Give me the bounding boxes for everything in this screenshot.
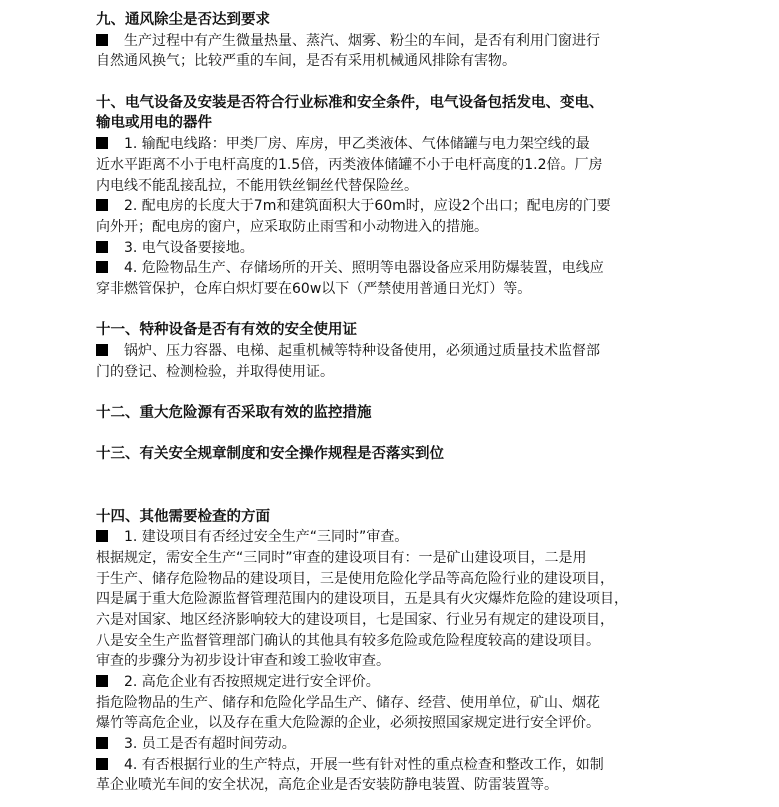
section-14-para-1-line-3: 四是属于重大危险源监督管理范围内的建设项目，五是具有火灾爆炸危险的建设项目， bbox=[96, 591, 628, 608]
section-14-bullet-4-line-1: 4. 有否根据行业的生产特点，开展一些有针对性的重点检查和整改工作，如制 bbox=[96, 755, 696, 776]
section-10-bullet-1-line-1: 1. 输配电线路：甲类厂房、库房，甲乙类液体、气体储罐与电力架空线的最 bbox=[96, 134, 696, 155]
section-9-title: 九、通风除尘是否达到要求 bbox=[96, 12, 270, 28]
bullet-square-icon bbox=[96, 344, 108, 356]
bullet-square-icon bbox=[96, 675, 108, 687]
section-10-bullet-4-line-2: 穿非燃管保护，仓库白炽灯要在60w以下（严禁使用普通日光灯）等。 bbox=[96, 280, 532, 297]
section-11-bullet-1-line-2: 门的登记、检测检验，并取得使用证。 bbox=[96, 363, 334, 380]
section-10-bullet-2-line-1: 2. 配电房的长度大于7m和建筑面积大于60m时，应设2个出口；配电房的门要 bbox=[96, 196, 696, 217]
section-11-title: 十一、特种设备是否有有效的安全使用证 bbox=[96, 322, 357, 339]
bullet-square-icon bbox=[96, 261, 108, 273]
bullet-square-icon bbox=[96, 34, 108, 46]
section-14-para-1-line-6: 审查的步骤分为初步设计审查和竣工验收审查。 bbox=[96, 653, 390, 670]
section-10-bullet-1-line-3: 内电线不能乱接乱拉，不能用铁丝铜丝代替保险丝。 bbox=[96, 177, 418, 194]
section-14-title: 十四、其他需要检查的方面 bbox=[96, 508, 270, 525]
section-14-para-1-line-4: 六是对国家、地区经济影响较大的建设项目，七是国家、行业另有规定的建设项目， bbox=[96, 611, 614, 628]
bullet-square-icon bbox=[96, 137, 108, 149]
section-10-bullet-1-line-2: 近水平距离不小于电杆高度的1.5倍，丙类液体储罐不小于电杆高度的1.2倍。厂房 bbox=[96, 156, 603, 173]
section-10-bullet-4-line-1: 4. 危险物品生产、存储场所的开关、照明等电器设备应采用防爆装置，电线应 bbox=[96, 258, 696, 279]
section-14-para-2-line-1: 指危险物品的生产、储存和危险化学品生产、储存、经营、使用单位，矿山、烟花 bbox=[96, 694, 600, 711]
bullet-square-icon bbox=[96, 530, 108, 542]
section-14-bullet-1: 1. 建设项目有否经过安全生产“三同时”审查。 bbox=[96, 527, 696, 548]
section-10-bullet-3: 3. 电气设备要接地。 bbox=[96, 238, 696, 259]
section-13-title: 十三、有关安全规章制度和安全操作规程是否落实到位 bbox=[96, 446, 444, 463]
section-14-bullet-2: 2. 高危企业有否按照规定进行安全评价。 bbox=[96, 672, 696, 693]
section-10-bullet-2-line-2: 向外开；配电房的窗户，应采取防止雨雪和小动物进入的措施。 bbox=[96, 218, 488, 235]
section-10-title-line-2: 输电或用电的器件 bbox=[96, 115, 212, 132]
section-9-bullet-1-line-2: 自然通风换气；比较严重的车间，是否有采用机械通风排除有害物。 bbox=[96, 53, 516, 70]
section-11-bullet-1-line-1: 锅炉、压力容器、电梯、起重机械等特种设备使用，必须通过质量技术监督部 bbox=[96, 341, 696, 362]
section-14-para-1-line-1: 根据规定，需安全生产“三同时”审查的建设项目有：一是矿山建设项目，二是用 bbox=[96, 549, 587, 566]
section-14-para-1-line-5: 八是安全生产监督管理部门确认的其他具有较多危险或危险程度较高的建设项目。 bbox=[96, 632, 600, 649]
bullet-square-icon bbox=[96, 241, 108, 253]
bullet-square-icon bbox=[96, 758, 108, 770]
bullet-square-icon bbox=[96, 737, 108, 749]
section-10-title-line-1: 十、电气设备及安装是否符合行业标准和安全条件，电气设备包括发电、变电、 bbox=[96, 94, 604, 111]
section-9-bullet-1-line-1: 生产过程中有产生微量热量、蒸汽、烟雾、粉尘的车间，是否有利用门窗进行 bbox=[96, 31, 696, 52]
section-14-bullet-4-line-2: 革企业喷光车间的安全状况，高危企业是否安装防静电装置、防雷装置等。 bbox=[96, 777, 558, 794]
section-12-title: 十二、重大危险源有否采取有效的监控措施 bbox=[96, 405, 372, 422]
section-14-para-2-line-2: 爆竹等高危企业，以及存在重大危险源的企业，必须按照国家规定进行安全评价。 bbox=[96, 715, 600, 732]
section-14-bullet-3: 3. 员工是否有超时间劳动。 bbox=[96, 734, 696, 755]
bullet-square-icon bbox=[96, 199, 108, 211]
section-14-para-1-line-2: 于生产、储存危险物品的建设项目，三是使用危险化学品等高危险行业的建设项目， bbox=[96, 570, 614, 587]
